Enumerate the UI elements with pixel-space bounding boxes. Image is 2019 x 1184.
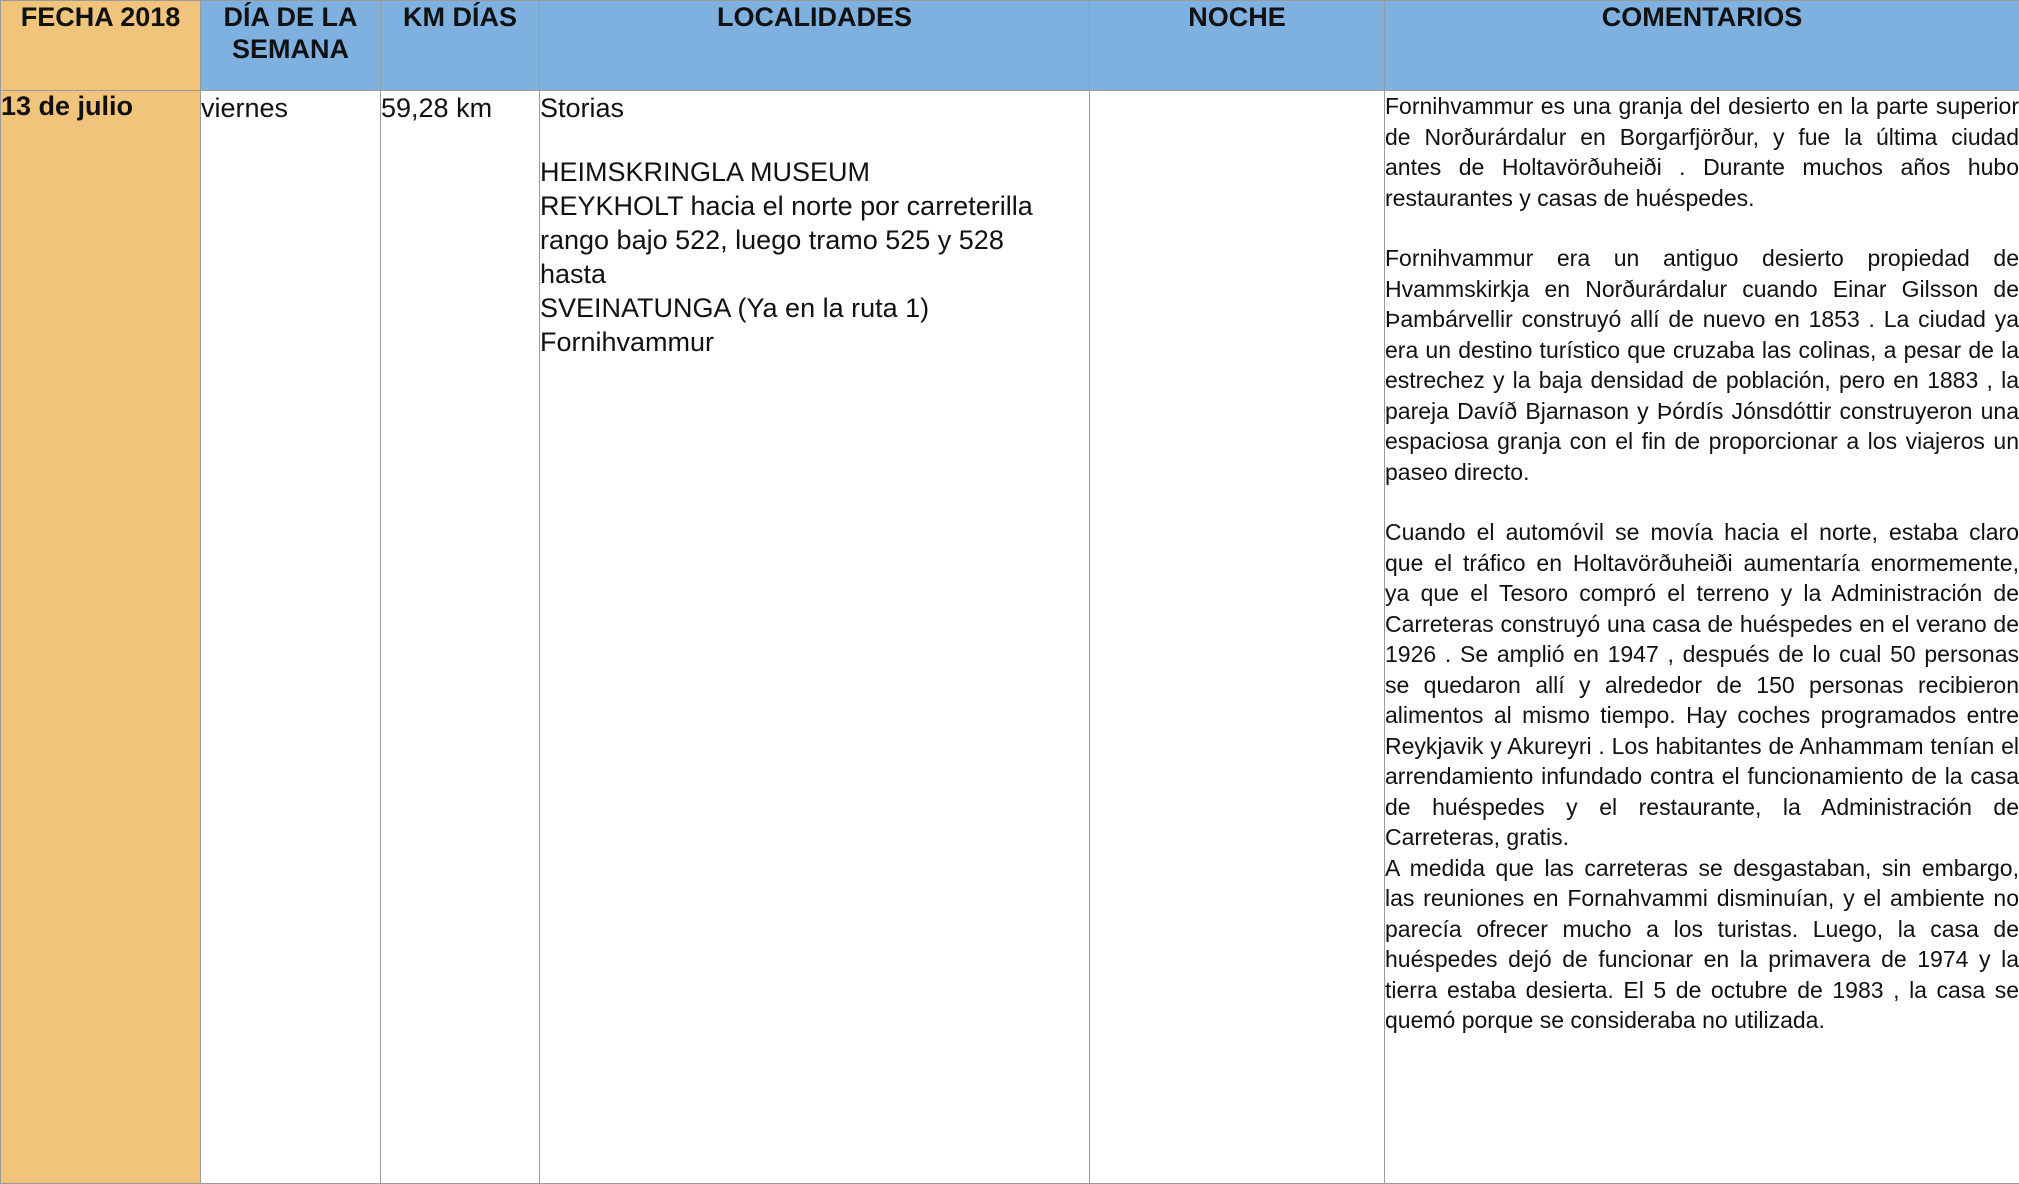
spacer	[1385, 487, 2019, 517]
cell-dia: viernes	[201, 91, 381, 1184]
comment-paragraph: Fornihvammur es una granja del desierto en la parte superior de Norðurárdalur en Borgarfjörður, y fue la última ciudad antes de Holtavörðuheiði . Durante muchos años hubo restaurantes y casas de huéspedes.	[1385, 91, 2019, 213]
localidad-line: Fornihvammur	[540, 325, 1089, 359]
header-dia-semana	[201, 1, 381, 91]
header-localidades: LOCALIDADES	[540, 1, 1090, 91]
table-row	[1, 91, 2019, 1184]
spacer	[540, 125, 1089, 155]
header-row	[1, 1, 2019, 91]
header-noche: NOCHE	[1090, 1, 1385, 91]
comment-paragraph: A medida que las carreteras se desgastaban, sin embargo, las reuniones en Fornahvammi disminuían, y el ambiente no parecía ofrecer mucho a los turistas. Luego, la casa de huéspedes dejó de funcionar en la primavera de 1974 y la tierra estaba desierta. El 5 de octubre de 1983 , la casa se quemó porque se consideraba no utilizada.	[1385, 853, 2019, 1036]
localidad-line: HEIMSKRINGLA MUSEUM	[540, 155, 1089, 189]
localidad-line: hasta	[540, 257, 1089, 291]
header-km-dias: KM DÍAS	[381, 1, 540, 91]
cell-localidades	[540, 91, 1090, 1184]
header-comentarios: COMENTARIOS	[1385, 1, 2019, 91]
header-dia-line1: DÍA DE LA	[224, 2, 358, 32]
cell-km: 59,28 km	[381, 91, 540, 1184]
cell-fecha: 13 de julio	[1, 91, 201, 1184]
cell-noche	[1090, 91, 1385, 1184]
spacer	[1385, 213, 2019, 243]
localidad-line: Storias	[540, 91, 1089, 125]
localidad-line: SVEINATUNGA (Ya en la ruta 1)	[540, 291, 1089, 325]
header-dia-line2: SEMANA	[232, 34, 349, 64]
header-fecha: FECHA 2018	[1, 1, 201, 91]
cell-comentarios	[1385, 91, 2019, 1184]
localidad-line: REYKHOLT hacia el norte por carreterilla	[540, 189, 1089, 223]
comment-paragraph: Fornihvammur era un antiguo desierto propiedad de Hvammskirkja en Norðurárdalur cuando Einar Gilsson de Þambárvellir construyó allí de nuevo en 1853 . La ciudad ya era un destino turístico que cruzaba las colinas, a pesar de la estrechez y la baja densidad de población, pero en 1883 , la pareja Davíð Bjarnason y Þórdís Jónsdóttir construyeron una espaciosa granja con el fin de proporcionar a los viajeros un paseo directo.	[1385, 243, 2019, 487]
localidad-line: rango bajo 522, luego tramo 525 y 528	[540, 223, 1089, 257]
comment-paragraph: Cuando el automóvil se movía hacia el norte, estaba claro que el tráfico en Holtavörðuheiði aumentaría enormemente, ya que el Tesoro compró el terreno y la Administración de Carreteras construyó una casa de huéspedes en el verano de 1926 . Se amplió en 1947 , después de lo cual 50 personas se quedaron allí y alrededor de 150 personas recibieron alimentos al mismo tiempo. Hay coches programados entre Reykjavik y Akureyri . Los habitantes de Anhammam tenían el arrendamiento infundado contra el funcionamiento de la casa de huéspedes y el restaurante, la Administración de Carreteras, gratis.	[1385, 517, 2019, 853]
